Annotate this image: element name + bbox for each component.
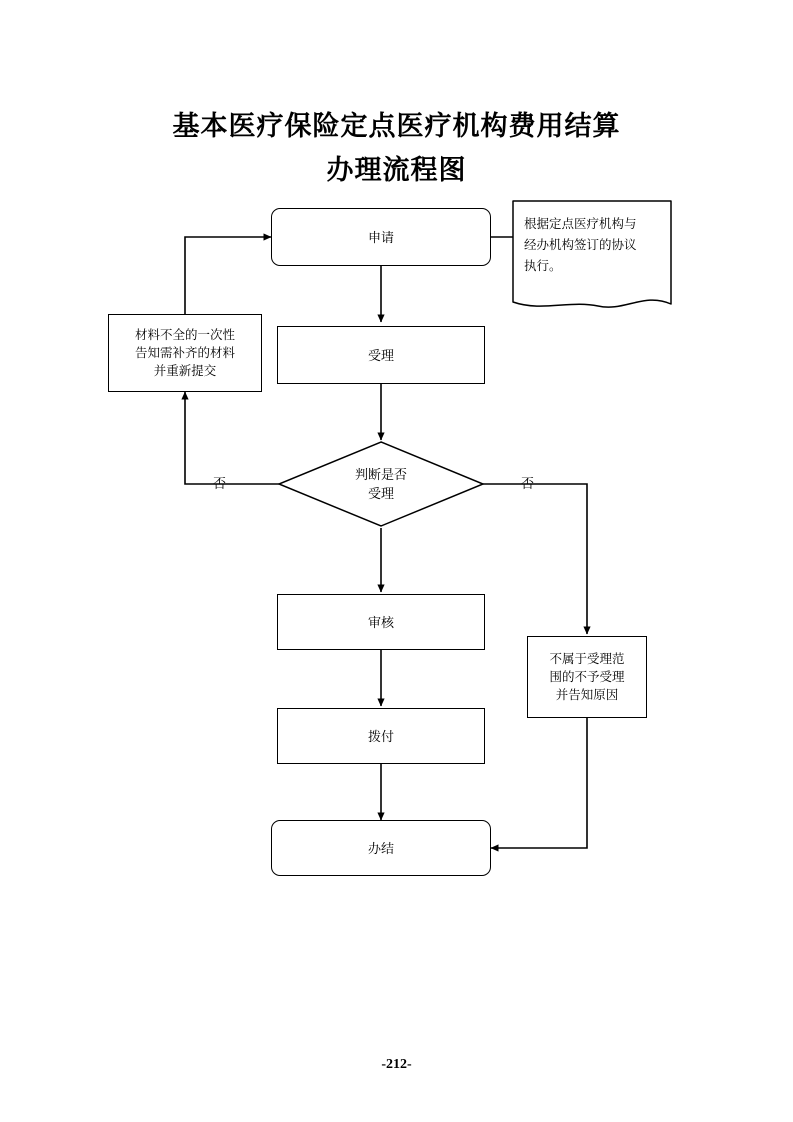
node-decision-line-1: 判断是否 — [354, 467, 407, 482]
node-accept[interactable] — [277, 326, 485, 384]
note-agreement — [512, 200, 672, 318]
node-reject-line-2: 围的不予受理 — [549, 670, 625, 684]
page-title-line-2: 办理流程图 — [326, 155, 467, 185]
node-review[interactable] — [277, 594, 485, 650]
node-incomplete-line-2: 告知需补齐的材料 — [134, 346, 235, 360]
node-apply[interactable] — [271, 208, 491, 266]
node-decision-line-2: 受理 — [367, 486, 394, 501]
page-number: -212- — [381, 1057, 412, 1072]
note-agreement-text — [524, 214, 656, 277]
edge-label-no-left: 否 — [213, 476, 227, 491]
node-incomplete-line-3: 并重新提交 — [153, 364, 217, 378]
node-decision-accept[interactable] — [277, 440, 485, 528]
node-apply-label: 申请 — [367, 229, 394, 245]
node-payment-label: 拨付 — [367, 728, 394, 744]
page-title — [0, 104, 793, 192]
node-reject[interactable] — [527, 636, 647, 718]
node-reject-line-1: 不属于受理范 — [549, 652, 625, 666]
node-review-label: 审核 — [367, 614, 394, 630]
page-title-line-1: 基本医疗保险定点医疗机构费用结算 — [172, 111, 621, 141]
node-payment[interactable] — [277, 708, 485, 764]
edge-label-no-right: 否 — [521, 476, 535, 491]
node-complete[interactable] — [271, 820, 491, 876]
node-incomplete-line-1: 材料不全的一次性 — [134, 328, 235, 342]
note-line-1: 根据定点医疗机构与 — [524, 217, 637, 231]
node-reject-line-3: 并告知原因 — [555, 688, 619, 702]
node-complete-label: 办结 — [367, 840, 394, 856]
node-accept-label: 受理 — [367, 347, 394, 363]
note-line-2: 经办机构签订的协议 — [524, 238, 637, 252]
note-line-3: 执行。 — [524, 259, 562, 273]
node-incomplete-materials[interactable] — [108, 314, 262, 392]
